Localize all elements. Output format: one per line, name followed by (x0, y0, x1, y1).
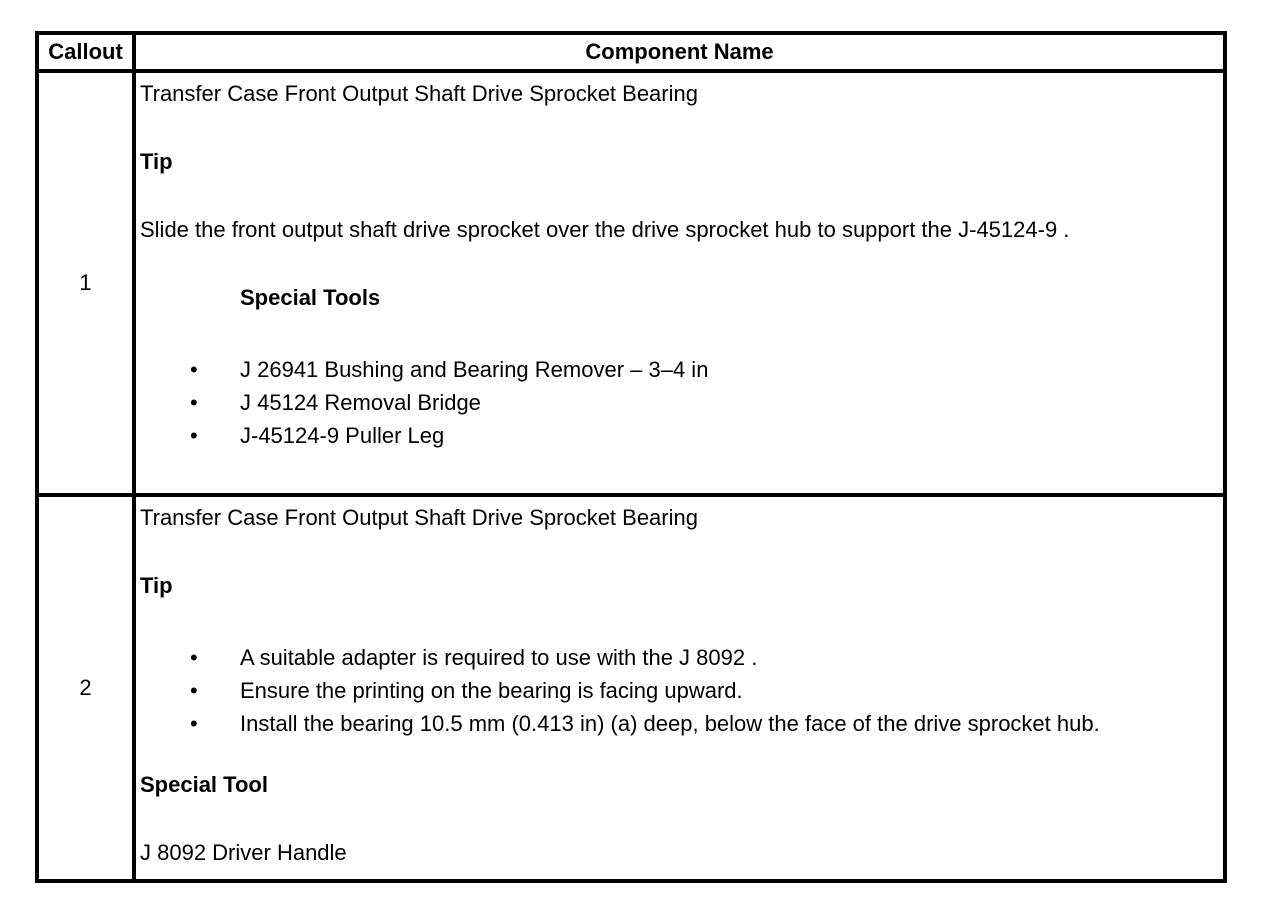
tool-text: J 26941 Bushing and Bearing Remover – 3–4 in (240, 357, 709, 382)
header-component-name: Component Name (134, 33, 1225, 71)
bullet-icon: • (190, 678, 198, 703)
list-item (140, 423, 1219, 449)
callout-number: 1 (37, 71, 134, 495)
tip-text: Ensure the printing on the bearing is facing upward. (240, 678, 743, 703)
list-item (140, 678, 1219, 704)
special-tool-heading: Special Tool (140, 772, 268, 797)
component-cell (134, 495, 1225, 881)
bullet-icon: • (190, 357, 198, 382)
callout-number: 2 (37, 495, 134, 881)
component-title: Transfer Case Front Output Shaft Drive Sprocket Bearing (140, 81, 698, 106)
table-row (37, 71, 1225, 495)
list-item (140, 357, 1219, 383)
tips-list (140, 645, 1219, 737)
list-item (140, 711, 1219, 737)
special-tool-text: J 8092 Driver Handle (140, 840, 347, 865)
bullet-icon: • (190, 711, 198, 736)
header-callout: Callout (37, 33, 134, 71)
callout-table (35, 31, 1227, 883)
special-tools-list (140, 357, 1219, 449)
bullet-icon: • (190, 645, 198, 670)
tip-label: Tip (140, 149, 173, 174)
special-tools-heading: Special Tools (240, 285, 381, 310)
list-item (140, 645, 1219, 671)
tip-text: Install the bearing 10.5 mm (0.413 in) (a) deep, below the face of the drive sprocket hub. (240, 711, 1100, 736)
bullet-icon: • (190, 390, 198, 415)
tip-label: Tip (140, 573, 173, 598)
list-item (140, 390, 1219, 416)
tip-text: A suitable adapter is required to use with the J 8092 . (240, 645, 758, 670)
component-cell (134, 71, 1225, 495)
table-row (37, 495, 1225, 881)
tool-text: J 45124 Removal Bridge (240, 390, 481, 415)
header-row (37, 33, 1225, 71)
component-title: Transfer Case Front Output Shaft Drive Sprocket Bearing (140, 505, 698, 530)
tip-text: Slide the front output shaft drive sprocket over the drive sprocket hub to support the J-45124-9 . (140, 217, 1070, 242)
tool-text: J-45124-9 Puller Leg (240, 423, 445, 448)
bullet-icon: • (190, 423, 198, 448)
